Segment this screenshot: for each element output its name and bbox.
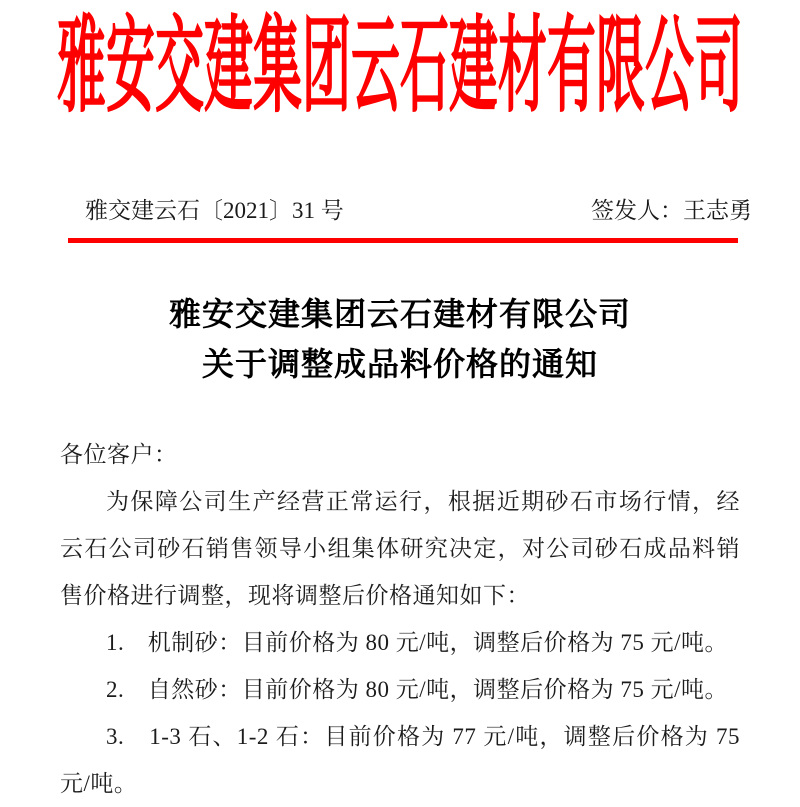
intro-paragraph: 为保障公司生产经营正常运行，根据近期砂石市场行情，经云石公司砂石销售领导小组集体研究决定，对公司砂石成品料销售价格进行调整，现将调整后价格通知如下：: [60, 489, 740, 608]
salutation: 各位客户：: [60, 442, 178, 467]
issuer: [591, 192, 752, 225]
letterhead-company-name: 雅安交建集团云石建材有限公司: [56, 7, 743, 126]
notice-title-line2: 关于调整成品料价格的通知: [201, 346, 598, 382]
issuer-name: 王志勇: [683, 198, 752, 223]
doc-number: 雅交建云石〔2021〕31 号: [85, 198, 344, 223]
price-item-stone: 3. 1-3 石、1-2 石：目前价格为 77 元/吨，调整后价格为 75 元/吨。: [60, 724, 740, 796]
notice-title: [0, 289, 800, 389]
letterhead: [0, 0, 800, 192]
red-separator-line: [68, 238, 738, 243]
doc-meta-row: [0, 192, 800, 228]
notice-title-line1: 雅安交建集团云石建材有限公司: [168, 296, 631, 332]
issuer-label: 签发人：: [591, 198, 683, 223]
price-item-machine-sand: 1. 机制砂：目前价格为 80 元/吨，调整后价格为 75 元/吨。: [106, 630, 729, 655]
price-item-natural-sand: 2. 自然砂：目前价格为 80 元/吨，调整后价格为 75 元/吨。: [106, 677, 729, 702]
notice-body: [60, 431, 740, 807]
